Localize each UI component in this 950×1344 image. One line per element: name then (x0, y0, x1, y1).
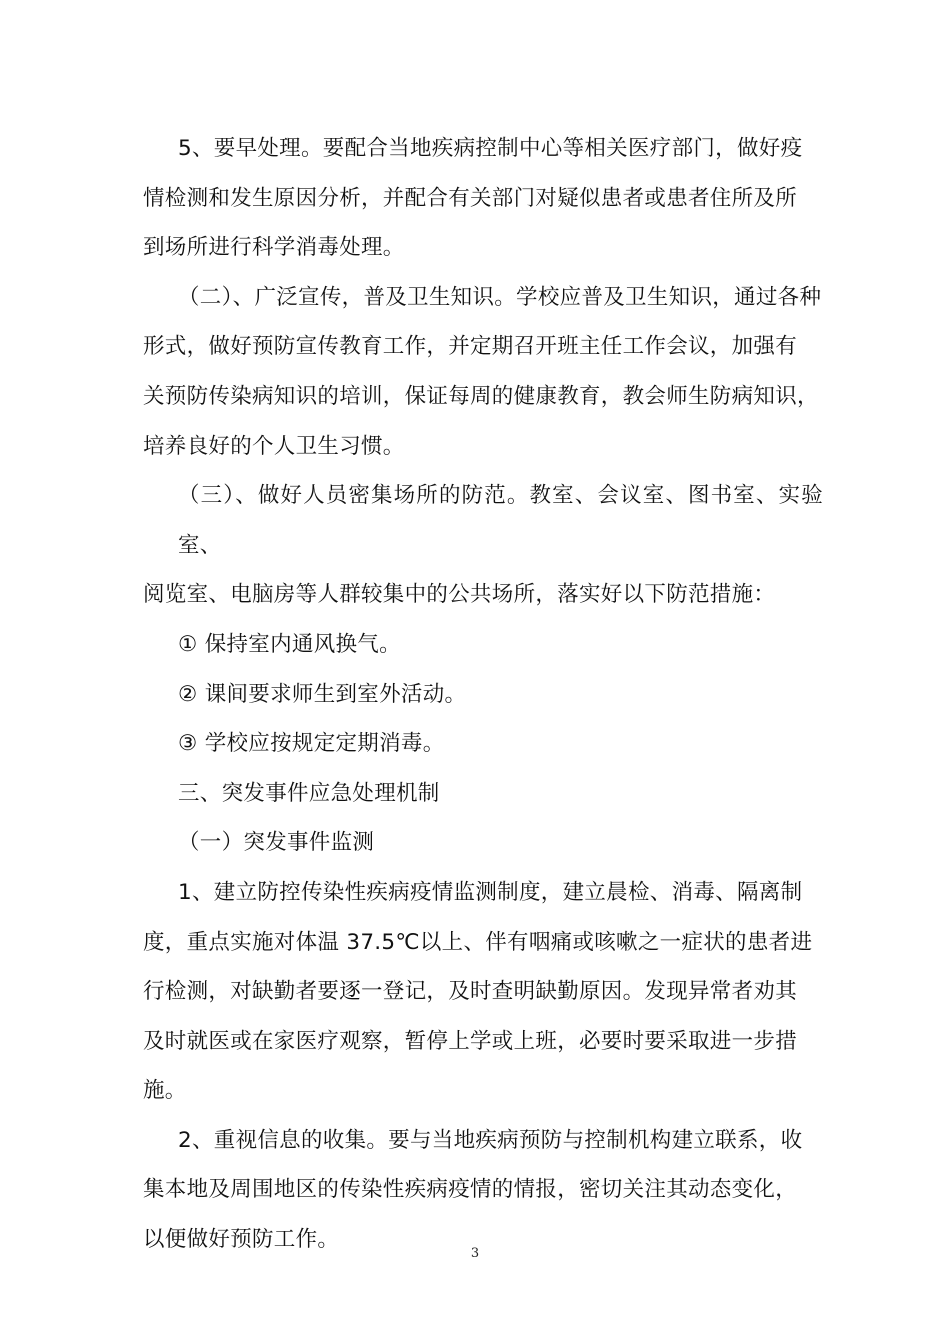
text-line: （二）、广泛宣传，普及卫生知识。学校应普及卫生知识，通过各种 (178, 284, 822, 310)
text-line: ③ 学校应按规定定期消毒。 (178, 731, 445, 757)
paragraph-monitoring-system (143, 868, 823, 1116)
text-line: （一）突发事件监测 (178, 830, 375, 856)
paragraph-early-treatment (143, 124, 823, 273)
text-line: 施。 (143, 1078, 187, 1104)
paragraph-health-education (143, 273, 823, 471)
text-line: 度，重点实施对体温 37.5℃以上、伴有咽痛或咳嗽之一症状的患者进 (143, 929, 813, 955)
text-line: 培养良好的个人卫生习惯。 (143, 433, 405, 459)
text-line: 以便做好预防工作。 (143, 1227, 340, 1253)
text-line: 1、建立防控传染性疾病疫情监测制度，建立晨检、消毒、隔离制 (178, 879, 803, 905)
list-item-ventilation (143, 620, 823, 670)
text-line: 2、重视信息的收集。要与当地疾病预防与控制机构建立联系，收 (178, 1127, 803, 1153)
document-body (143, 124, 823, 1265)
text-line: 关预防传染病知识的培训，保证每周的健康教育，教会师生防病知识， (143, 383, 819, 409)
subsection-heading (143, 818, 823, 868)
text-line: 三、突发事件应急处理机制 (178, 780, 440, 806)
text-line: ② 课间要求师生到室外活动。 (178, 681, 467, 707)
text-line: 及时就医或在家医疗观察，暂停上学或上班，必要时要采取进一步措 (143, 1028, 798, 1054)
text-line: 行检测，对缺勤者要逐一登记，及时查明缺勤原因。发现异常者劝其 (143, 979, 798, 1005)
list-item-disinfection (143, 719, 823, 769)
text-line: 形式，做好预防宣传教育工作，并定期召开班主任工作会议，加强有 (143, 334, 798, 360)
section-heading (143, 769, 823, 819)
text-line: （三）、做好人员密集场所的防范。教室、会议室、图书室、实验室、 (178, 483, 823, 558)
text-line: 5、要早处理。要配合当地疾病控制中心等相关医疗部门，做好疫 (178, 136, 803, 161)
text-line: 集本地及周围地区的传染性疾病疫情的情报，密切关注其动态变化， (143, 1177, 798, 1203)
text-line: 阅览室、电脑房等人群较集中的公共场所，落实好以下防范措施： (143, 582, 776, 608)
text-line: 到场所进行科学消毒处理。 (143, 235, 405, 261)
page-number: 3 (470, 1246, 480, 1261)
text-line: 情检测和发生原因分析，并配合有关部门对疑似患者或患者住所及所 (143, 185, 798, 211)
paragraph-information-collection (143, 1116, 823, 1265)
text-line: ① 保持室内通风换气。 (178, 631, 401, 657)
list-item-outdoor-activity (143, 670, 823, 720)
paragraph-crowded-places (143, 471, 823, 620)
